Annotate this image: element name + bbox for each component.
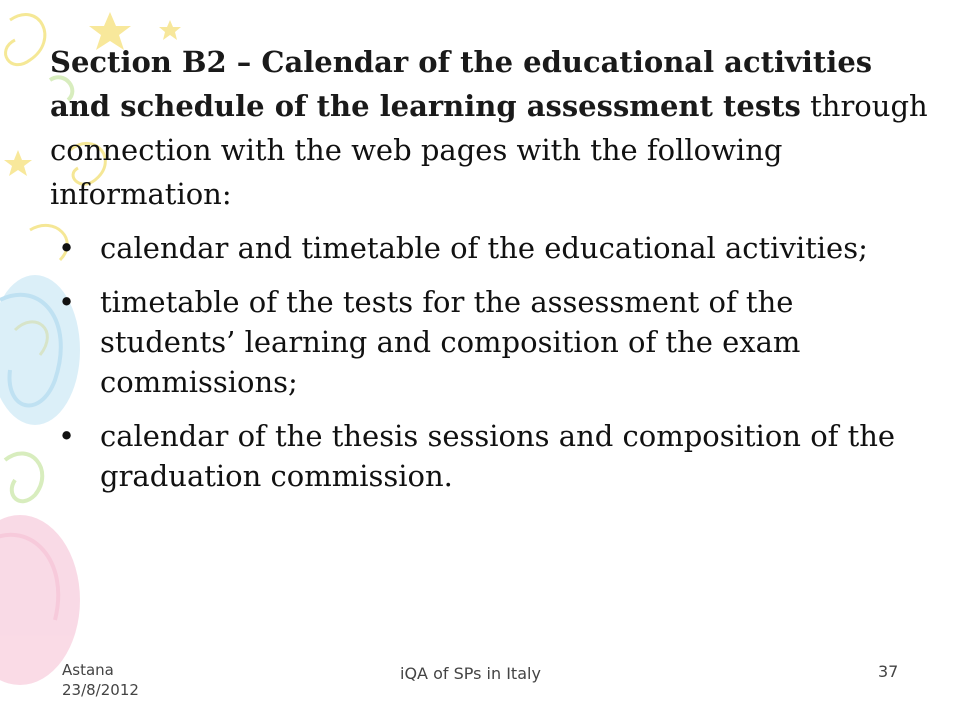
bullet-text: calendar and timetable of the educational activities;	[100, 231, 868, 265]
footer-title: iQA of SPs in Italy	[400, 664, 541, 683]
footer-date: 23/8/2012	[62, 681, 139, 699]
section-heading: Section B2 – Calendar of the educational activities and schedule of the learning assessment tests	[50, 45, 873, 123]
bullet-text: timetable of the tests for the assessment of the students’ learning and composition of the exam commissions;	[100, 285, 801, 399]
list-item	[50, 282, 930, 402]
bullet-icon: •	[58, 419, 76, 453]
list-item	[50, 416, 930, 496]
footer-location: Astana	[62, 661, 114, 679]
slide-body	[50, 40, 930, 510]
bullet-icon: •	[58, 231, 76, 265]
page-number: 37	[878, 662, 899, 681]
bullet-icon: •	[58, 285, 76, 319]
section-description: through connection with the web pages with the following information:	[50, 89, 928, 211]
footer-location-date	[62, 660, 139, 700]
bullet-list	[50, 228, 930, 496]
bullet-text: calendar of the thesis sessions and composition of the graduation commission.	[100, 419, 896, 493]
slide-intro-paragraph	[50, 40, 930, 216]
list-item	[50, 228, 930, 268]
